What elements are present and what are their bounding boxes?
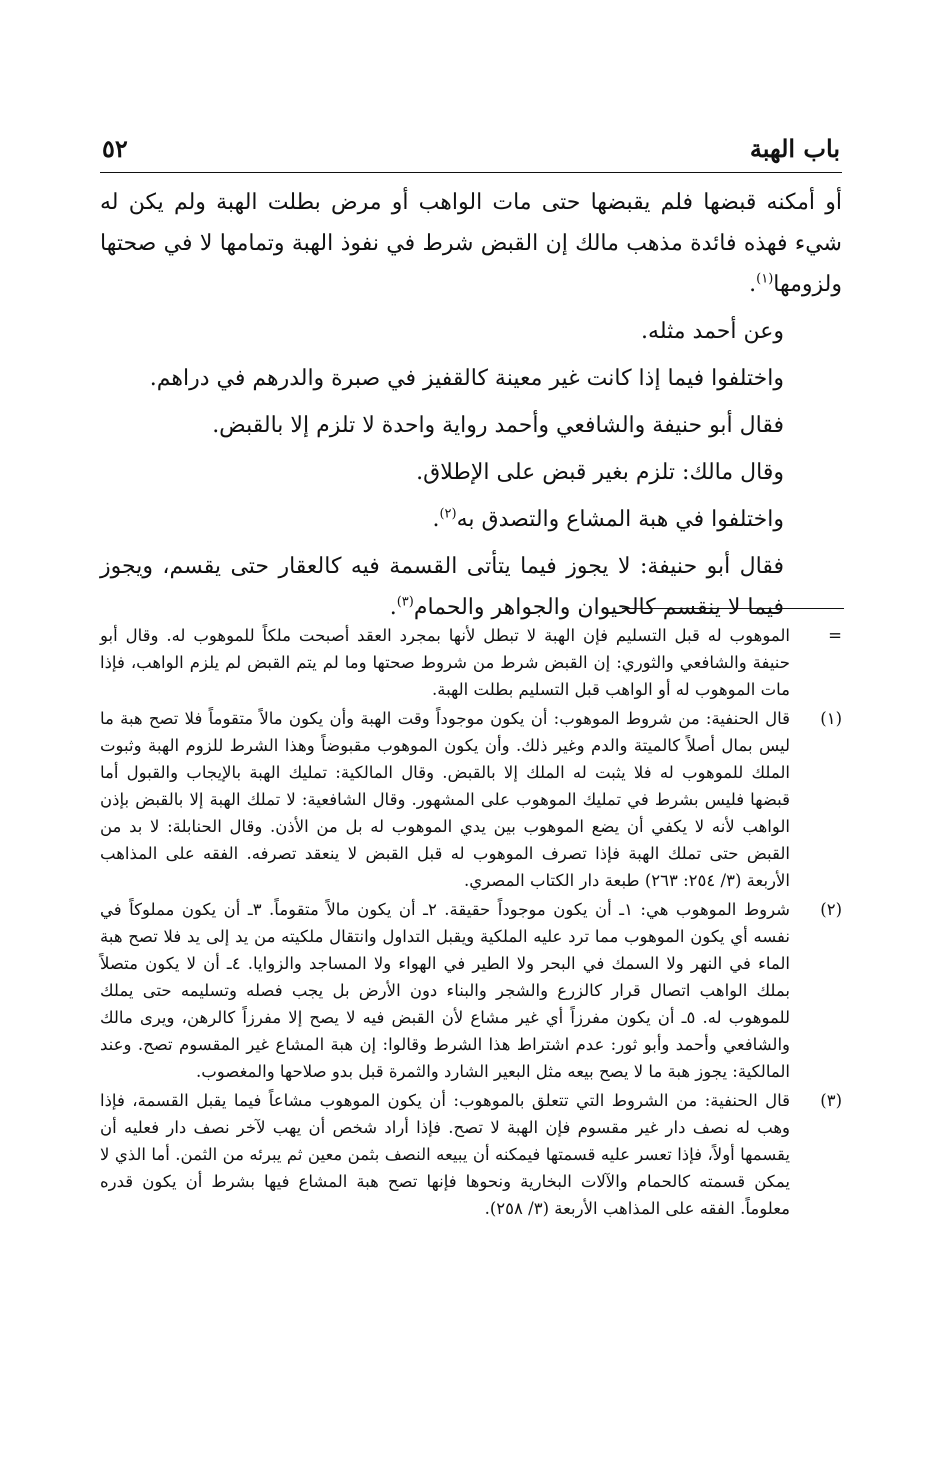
footnotes xyxy=(100,622,842,1224)
footnote-continuation xyxy=(100,622,842,703)
footnote-text: قال الحنفية: من الشروط التي تتعلق بالموهوب: أن يكون الموهوب مشاعاً فيما يقبل القسمة، فإذا وهب له نصف دار غير مقسوم فإن الهبة لا تصح. فإذا أراد شخص أن يهب لآخر نصف دار فعليه أن يقسمها أولاً، فإذا تعسر عليه قسمتها فيمكنه أن يبيعه النصف بثمن معين ثم يبرئه من الثمن. أما الذي لا يمكن قسمته كالحمام والآلات البخارية ونحوها فإنها تصح هبة المشاع فيها بشرط أن يكون قدره معلوماً. الفقه على المذاهب الأربعة (٣/ ٢٥٨). xyxy=(100,1091,790,1218)
footnote-marker: (٢) xyxy=(820,900,842,919)
paragraph-1 xyxy=(100,182,842,305)
footnote-ref-3: (٣) xyxy=(396,594,414,610)
footnote-ref-2: (٢) xyxy=(439,506,457,522)
paragraph-7 xyxy=(100,546,842,628)
footnote-ref-1: (١) xyxy=(756,271,774,287)
footnote-separator xyxy=(622,608,844,609)
footnote-text: شروط الموهوب هي: ١ـ أن يكون موجوداً حقيقة. ٢ـ أن يكون مالاً متقوماً. ٣ـ أن يكون مملوكاً في نفسه أي يكون الموهوب مما ترد عليه الملكية ويقبل التداول وانتقال ملكيته من يد إلى يد فلا تصح هبة الماء في النهر ولا السمك في البحر ولا الطير في الهواء ولا المساجد والزوايا. ٤ـ أن لا يكون متصلاً بملك الواهب اتصال قرار كالزرع والشجر والبناء دون الأرض بل يجب فصله وتسليمه حتى يملك للموهوب له. ٥ـ أن يكون مفرزاً أي غير مشاع لأن القبض فيه لا يصح إلا مفرزاً كالرهن، ويرى مالك والشافعي وأحمد وأبو ثور: عدم اشتراط هذا الشرط وقالوا: إن هبة المشاع غير المقسوم تصح. وعند المالكية: يجوز هبة ما لا يصح بيعه مثل البعير الشارد والثمرة قبل بدو صلاحها والمغصوب. xyxy=(100,900,791,1081)
paragraph-1-text: أو أمكنه قبضها فلم يقبضها حتى مات الواهب أو مرض بطلت الهبة ولم يكن له شيء فهذه فائدة مذهب مالك إن القبض شرط في نفوذ الهبة وتمامها لا في صحتها ولزومها xyxy=(100,190,842,297)
page-header xyxy=(100,132,842,173)
paragraph-6 xyxy=(100,499,842,540)
footnote-1 xyxy=(100,705,842,894)
paragraph-3: واختلفوا فيما إذا كانت غير معينة كالقفيز في صبرة والدرهم في دراهم. xyxy=(149,366,784,391)
paragraph-6-end: . xyxy=(432,507,440,532)
paragraph-7-end: . xyxy=(389,595,397,620)
footnote-marker: (١) xyxy=(820,709,842,728)
paragraph-5: وقال مالك: تلزم بغير قبض على الإطلاق. xyxy=(416,460,784,485)
paragraph-2: وعن أحمد مثله. xyxy=(641,319,784,344)
footnote-text: الموهوب له قبل التسليم فإن الهبة لا تبطل لأنها بمجرد العقد أصبحت ملكاً للموهوب له. وقال أبو حنيفة والشافعي والثوري: إن القبض شرط من شروط صحتها وما لم يتم القبض لم يلزم الواهب، فإذا مات الموهوب له أو الواهب قبل التسليم بطلت الهبة. xyxy=(100,626,790,699)
footnote-marker: = xyxy=(828,626,842,645)
footnote-3 xyxy=(100,1087,842,1222)
footnote-marker: (٣) xyxy=(820,1091,842,1110)
paragraph-6-text: واختلفوا في هبة المشاع والتصدق به xyxy=(456,507,784,532)
page-number: ٥٢ xyxy=(102,134,128,163)
paragraph-4: فقال أبو حنيفة والشافعي وأحمد رواية واحدة لا تلزم إلا بالقبض. xyxy=(212,413,784,438)
chapter-title: باب الهبة xyxy=(749,134,840,163)
paragraph-1-end: . xyxy=(749,272,757,297)
footnote-text: قال الحنفية: من شروط الموهوب: أن يكون موجوداً وقت الهبة وأن يكون مالاً متقوماً فلا تصح هبة ما ليس بمال أصلاً كالميتة والدم وغير ذلك. وأن يكون الموهوب مقبوضاً وهذا الشرط للزوم الهبة وثبوت الملك للموهوب له فلا يثبت له الملك إلا بالقبض. وقال المالكية: تمليك الهبة بالإيجاب والقبول أما قبضها فليس بشرط في تمليك الموهوب على المشهور. وقال الشافعية: لا تملك الهبة إلا بالقبض بإذن الواهب لأنه لا يكفي أن يضع الموهوب بين يدي الموهوب له بل من الأذن. وقال الحنابلة: لا بد من القبض حتى تملك الهبة فإذا تصرف الموهوب له قبل القبض لا ينعقد تصرفه. الفقه على المذاهب الأربعة (٣/ ٢٥٤: ٢٦٣) طبعة دار الكتاب المصري. xyxy=(100,709,790,890)
paragraph-7-text: فقال أبو حنيفة: لا يجوز فيما يتأتى القسمة فيه كالعقار حتى يقسم، ويجوز فيما لا ينقسم كالحيوان والجواهر والحمام xyxy=(100,554,784,620)
footnote-2 xyxy=(100,896,842,1085)
main-text xyxy=(100,182,842,628)
